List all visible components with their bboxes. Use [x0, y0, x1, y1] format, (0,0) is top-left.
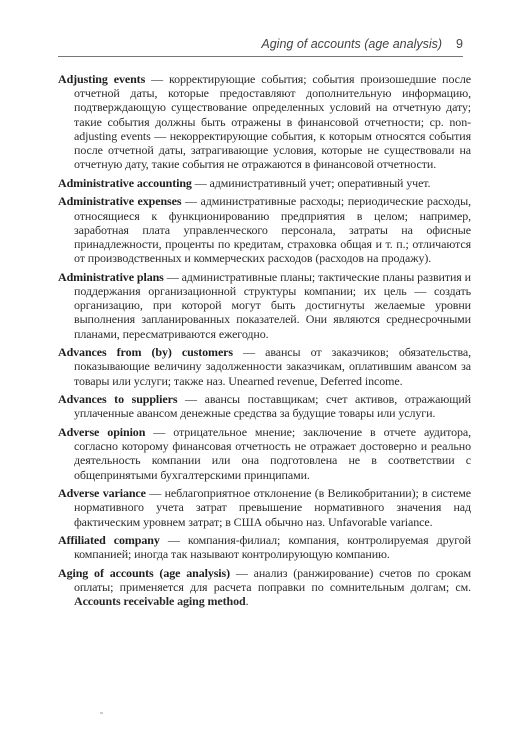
entry-definition: — компания-филиал; компания, контролируемая другой компанией; иногда так называют контролирующую компанию. — [74, 533, 471, 562]
entry-term: Affiliated company — [58, 533, 160, 548]
entry-definition: — отрицательное мнение; заключение в отчете аудитора, согласно которому финансовая отчетность не отражает достоверно и реально деятельность компании или она подготовлена не в соответствии с общепринятыми бухгалтерскими принципами. — [74, 425, 471, 482]
dictionary-entry — [58, 270, 471, 341]
print-speck — [100, 712, 103, 714]
entry-list — [58, 72, 471, 613]
entry-term: Advances from (by) customers — [58, 345, 233, 360]
dictionary-entry — [58, 176, 471, 190]
entry-tail: . — [245, 594, 249, 609]
running-header — [58, 36, 463, 57]
entry-definition: — анализ (ранжирование) счетов по срокам оплаты; применяется для расчета поправки по сомнительным долгам; см. — [74, 566, 471, 595]
running-title: Aging of accounts (age analysis) — [261, 37, 443, 51]
dictionary-entry — [58, 566, 471, 609]
dictionary-entry — [58, 425, 471, 482]
entry-term: Aging of accounts (age analysis) — [58, 566, 230, 581]
entry-term: Advances to suppliers — [58, 392, 178, 407]
entry-term: Adverse variance — [58, 486, 146, 501]
entry-term: Administrative plans — [58, 269, 164, 284]
dictionary-entry — [58, 533, 471, 561]
dictionary-entry — [58, 345, 471, 388]
entry-definition: — административные планы; тактические планы развития и поддержания организационной структуры компании; их цель — создать организацию, при которой могут быть достигнуты желаемые уровни выполнения запланированных показателей. Они являются среднесрочными планами, пересматриваются ежегодно. — [74, 269, 471, 341]
entry-definition: — авансы от заказчиков; обязательства, показывающие величину задолженности заказчикам, оплатившим авансом за товары или услуги; также наз. Unearned revenue, Deferred income. — [74, 345, 471, 388]
entry-term: Administrative accounting — [58, 175, 192, 190]
entry-term: Adjusting events — [58, 72, 146, 86]
entry-definition: — административные расходы; периодические расходы, относящиеся к функционированию предприятия в целом; например, заработная плата управленческого персонала, затраты на офисные принадлежности, проценты по кредитам, страховка общая и т. п.; отличаются от производственных и коммерческих расходов (расходов на продажу). — [74, 194, 471, 266]
entry-term: Administrative expenses — [58, 194, 182, 209]
entry-definition: — административный учет; оперативный учет. — [191, 175, 431, 190]
entry-definition: — корректирующие события; события произошедшие после отчетной даты, которые предоставляют дополнительную информацию, подтверждающую существование определенных условий на отчетную дату; такие события должны быть отражены в финансовой отчетности; ср. non-adjusting events — некорректирующие события, к которым относятся события после отчетной даты, затрагивающие условия, которые не существовали на отчетную дату, такие события не отражаются в финансовой отчетности. — [74, 72, 472, 172]
dictionary-entry — [58, 486, 471, 529]
entry-definition: — неблагоприятное отклонение (в Великобритании); в системе нормативного учета затрат превышение нормативного значения над фактическим уровнем затрат; в США обычно наз. Unfavorable variance. — [74, 486, 471, 529]
dictionary-entry — [58, 72, 471, 171]
dictionary-entry — [58, 194, 471, 265]
dictionary-entry — [58, 392, 471, 420]
cross-reference: Accounts receivable aging method — [74, 594, 246, 609]
entry-definition: — авансы поставщикам; счет активов, отражающий уплаченные авансом денежные средства за будущие товары или услуги. — [74, 392, 471, 421]
page-number: 9 — [456, 37, 463, 51]
entry-term: Adverse opinion — [58, 425, 146, 440]
